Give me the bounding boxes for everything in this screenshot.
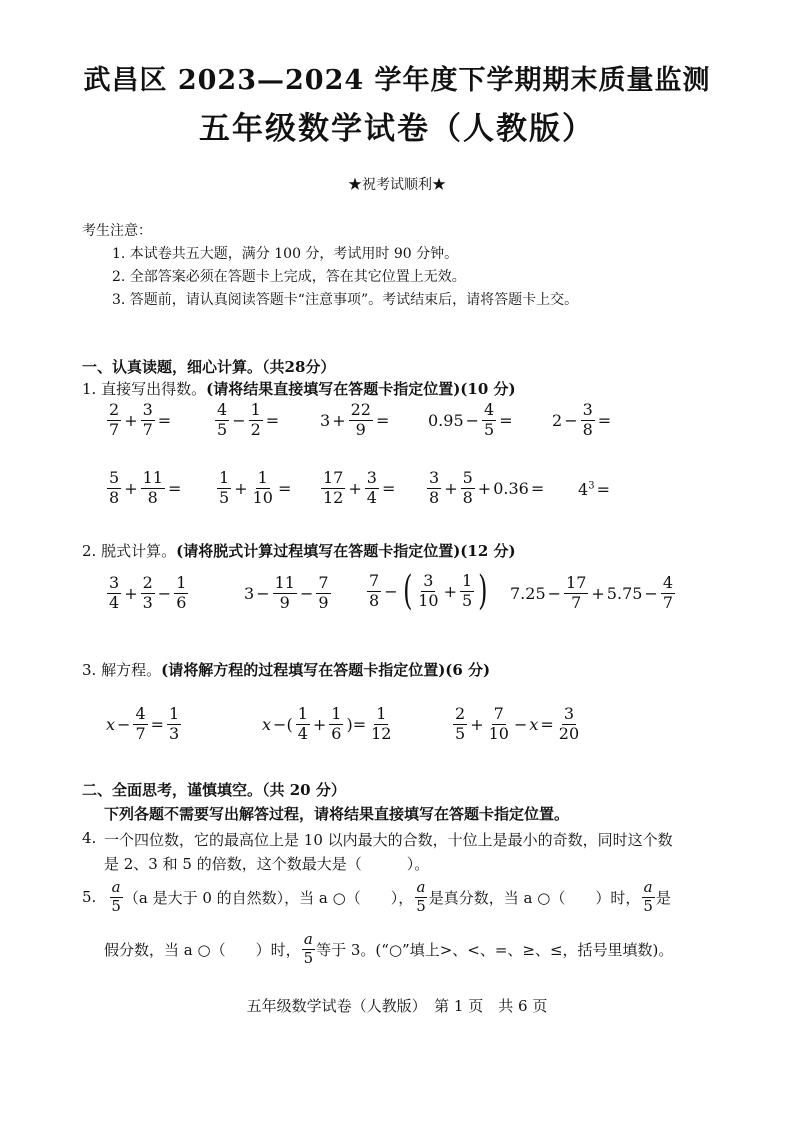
q5-text-b: 是真分数，当 a ○（ ）时， — [428, 888, 641, 907]
q1-row2-item2: $\frac{1}{5}$ + $\frac{1}{10}$ = — [219, 468, 292, 507]
q2-item1: $\frac{3}{4}$ + $\frac{2}{3}$ − $\frac{1}{6}$ — [109, 573, 187, 612]
q1-row1-item2: $\frac{4}{5}$ − $\frac{1}{2}$ = — [217, 400, 280, 439]
q5-line1: 5. $\frac{a}{5}$ （a 是大于 0 的自然数），当 a ○（ ）， $\frac{a}{5}$ 是真分数，当 a ○（ ）时， $\frac{a}{5}$ 是 — [82, 878, 671, 915]
q2-header — [82, 540, 516, 561]
notice-item: 1. 本试卷共五大题，满分 100 分，考试用时 90 分钟。 — [112, 246, 459, 262]
section2-instruction: 下列各题不需要写出解答过程，请将结果直接填写在答题卡指定位置。 — [104, 805, 570, 823]
q1-row1-item3: 3 + $\frac{22}{9}$ = — [320, 400, 390, 439]
q2-item2: 3 − $\frac{11}{9}$ − $\frac{7}{9}$ — [244, 573, 329, 612]
q5-text-d: 假分数，当 a ○（ ）时， — [104, 940, 301, 959]
q3-header — [82, 659, 490, 680]
section1-heading: 一、认真读题，细心计算。（共28分） — [82, 358, 336, 376]
q5-number: 5. — [82, 888, 97, 907]
q3-item3: $\frac{2}{5}$ + $\frac{7}{10}$ − x = $\frac{3}{20}$ — [455, 704, 580, 743]
notice-item: 2. 全部答案必须在答题卡上完成，答在其它位置上无效。 — [112, 269, 466, 285]
q4-number: 4. — [82, 829, 97, 847]
q1-row2-item3: $\frac{17}{12}$ + $\frac{3}{4}$ = — [323, 468, 396, 507]
q3-note: (请将解方程的过程填写在答题卡指定位置)(6 分) — [161, 661, 491, 679]
exam-subtitle: 五年级数学试卷（人教版） — [199, 111, 595, 147]
q1-row1-item4: 0.95 − $\frac{4}{5}$ = — [428, 400, 513, 439]
q1-note: (请将结果直接填写在答题卡指定位置)(10 分) — [206, 380, 516, 398]
q2-item4: 7.25 − $\frac{17}{7}$ + 5.75 − $\frac{4}{7}$ — [510, 573, 674, 612]
q2-note: (请将脱式计算过程填写在答题卡指定位置)(12 分) — [176, 542, 516, 560]
q1-row1-item5: 2 − $\frac{3}{8}$ = — [552, 400, 612, 439]
q1-row2-item5: $4^3$ = — [578, 480, 610, 499]
q1-label: 1. 直接写出得数。 — [82, 380, 207, 398]
q2-item3: $\frac{7}{8}$ − ( $\frac{3}{10}$ + $\frac{1}{5}$ ) — [369, 568, 488, 614]
q1-header — [82, 378, 516, 399]
q5-text-a: （a 是大于 0 的自然数），当 a ○（ ）， — [123, 888, 414, 907]
section2-heading: 二、全面思考，谨慎填空。（共 20 分） — [82, 781, 346, 799]
q2-label: 2. 脱式计算。 — [82, 542, 177, 560]
wish-line: ★祝考试顺利★ — [348, 177, 446, 193]
q4-line1: 一个四位数，它的最高位上是 10 以内最大的合数，十位上是最小的奇数，同时这个数 — [104, 831, 673, 849]
q5-line2: 假分数，当 a ○（ ）时， $\frac{a}{5}$ 等于 3。(“○”填上>、<、=、≥、≤，括号里填数)。 — [104, 930, 674, 967]
q5-text-e: 等于 3。(“○”填上>、<、=、≥、≤，括号里填数)。 — [316, 940, 674, 959]
q1-row2-item4: $\frac{3}{8}$ + $\frac{5}{8}$ + 0.36 = — [429, 468, 545, 507]
exam-title: 武昌区 2023—2024 学年度下学期期末质量监测 — [83, 65, 711, 96]
q3-label: 3. 解方程。 — [82, 661, 162, 679]
q3-item2: x −( $\frac{1}{4}$ + $\frac{1}{6}$ )= $\frac{1}{12}$ — [262, 704, 392, 743]
q5-text-c: 是 — [655, 888, 671, 907]
notice-item: 3. 答题前，请认真阅读答题卡“注意事项”。考试结束后，请将答题卡上交。 — [112, 292, 579, 308]
notice-heading: 考生注意： — [82, 223, 152, 239]
page-footer: 五年级数学试卷（人教版） 第 1 页 共 6 页 — [246, 997, 548, 1015]
q4-line2: 是 2、3 和 5 的倍数，这个数最大是（ ）。 — [104, 855, 430, 873]
q1-row1-item1: $\frac{2}{7}$ + $\frac{3}{7}$ = — [109, 400, 172, 439]
q3-item1: x − $\frac{4}{7}$ = $\frac{1}{3}$ — [106, 704, 180, 743]
q1-row2-item1: $\frac{5}{8}$ + $\frac{11}{8}$ = — [109, 468, 182, 507]
